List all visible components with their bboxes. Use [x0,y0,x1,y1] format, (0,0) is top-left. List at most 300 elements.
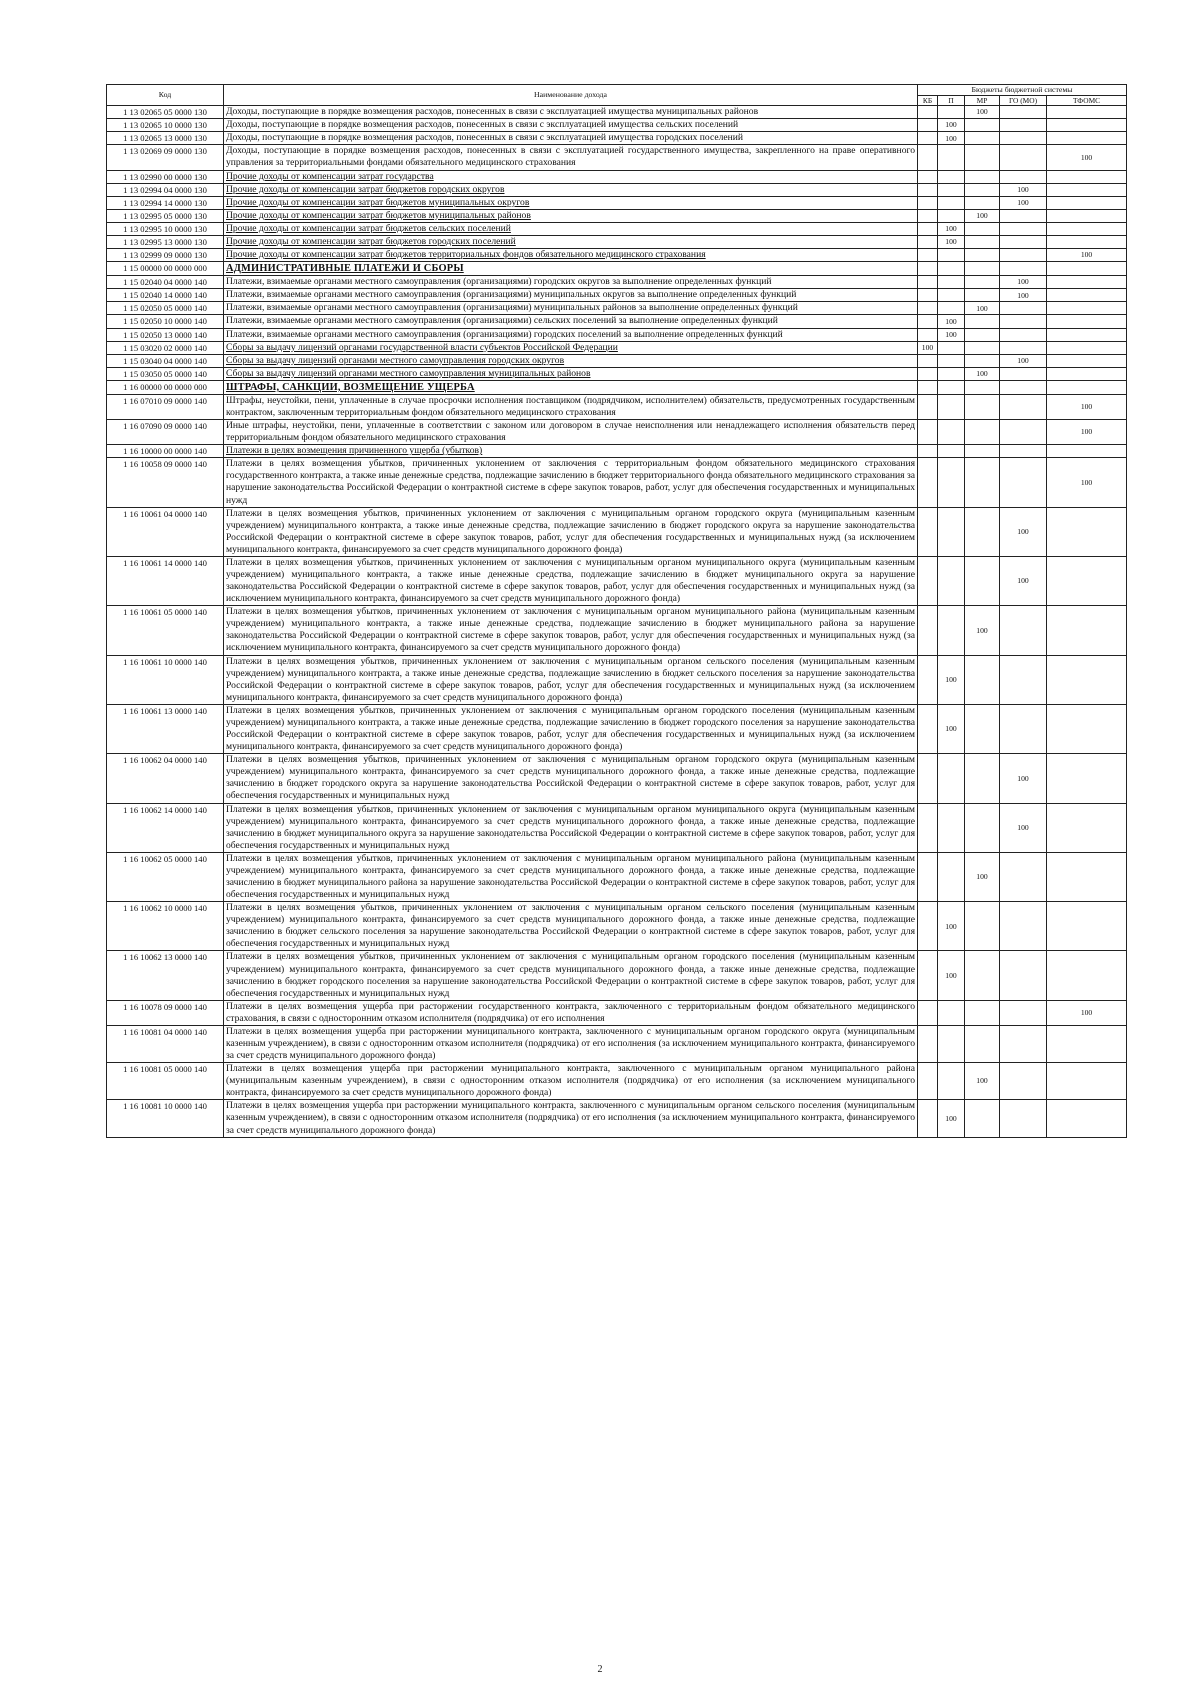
row-value-go [1000,170,1047,183]
table-body [107,106,1127,1137]
row-value-kb [918,1025,938,1062]
row-value-kb [918,902,938,951]
row-value-tfoms [1047,803,1127,852]
table-row [107,145,1127,170]
row-value-mr [965,328,1000,341]
row-value-kb [918,1100,938,1137]
row-value-p: 100 [938,1100,965,1137]
row-value-p [938,276,965,289]
row-value-kb [918,328,938,341]
row-name: Сборы за выдачу лицензий органами местного самоуправления муниципальных районов [224,367,918,380]
row-value-go: 100 [1000,803,1047,852]
row-value-go: 100 [1000,754,1047,803]
header-row-top [107,85,1127,96]
row-value-tfoms [1047,754,1127,803]
row-value-tfoms: 100 [1047,145,1127,170]
row-value-p: 100 [938,704,965,753]
table-row [107,196,1127,209]
row-value-p [938,458,965,507]
row-value-kb [918,106,938,119]
row-name: Платежи в целях возмещения убытков, причиненных уклонением от заключения с муниципальным органом муниципального округа (муниципальным казенным учреждением) муниципального контракта, а также иные денежные средства, подлежащие зачислению в бюджет муниципального округа за нарушение законодательства Российской Федерации о контрактной системе в сфере закупок товаров, работ, услуг для обеспечения государственных и муниципальных нужд (за исключением муниципального контракта, финансируемого за счет средств муниципального дорожного фонда) [224,556,918,605]
row-value-kb [918,249,938,262]
row-value-p [938,606,965,655]
row-value-go [1000,222,1047,235]
row-value-p [938,380,965,394]
row-code: 1 16 10061 13 0000 140 [107,704,224,753]
row-value-mr [965,145,1000,170]
row-code: 1 13 02994 14 0000 130 [107,196,224,209]
row-value-go [1000,1000,1047,1025]
table-row [107,222,1127,235]
row-value-p: 100 [938,655,965,704]
row-name: Платежи в целях возмещения ущерба при расторжении муниципального контракта, заключенного с муниципальным органом городского округа (муниципальным казенным учреждением), в связи с односторонним отказом исполнителя (подрядчика) от его исполнения (за исключением муниципального контракта, финансируемого за счет средств муниципального дорожного фонда) [224,1025,918,1062]
table-row [107,655,1127,704]
row-code: 1 15 02050 05 0000 140 [107,302,224,315]
table-row [107,902,1127,951]
table-row [107,606,1127,655]
row-value-tfoms [1047,315,1127,328]
row-code: 1 13 02065 13 0000 130 [107,132,224,145]
row-code: 1 16 10062 04 0000 140 [107,754,224,803]
table-row [107,367,1127,380]
row-value-go [1000,249,1047,262]
row-value-mr [965,951,1000,1000]
row-value-go: 100 [1000,183,1047,196]
row-name: Платежи в целях возмещения убытков, причиненных уклонением от заключения с территориальным фондом обязательного медицинского страхования государственного контракта, а также иные денежные средства, подлежащие зачислению в бюджет территориального фонда обязательного медицинского страхования за нарушение законодательства Российской Федерации о контрактной системе в сфере закупок товаров, работ, услуг для обеспечения государственных и муниципальных нужд [224,458,918,507]
row-value-p: 100 [938,235,965,248]
row-value-kb [918,1063,938,1100]
row-value-tfoms [1047,1100,1127,1137]
row-value-p [938,1063,965,1100]
table-row [107,704,1127,753]
row-value-kb [918,209,938,222]
row-value-mr: 100 [965,209,1000,222]
row-code: 1 16 10081 04 0000 140 [107,1025,224,1062]
row-code: 1 13 02995 10 0000 130 [107,222,224,235]
row-value-mr: 100 [965,606,1000,655]
row-value-go [1000,235,1047,248]
row-value-go: 100 [1000,289,1047,302]
row-name: АДМИНИСТРАТИВНЫЕ ПЛАТЕЖИ И СБОРЫ [224,262,918,276]
row-value-mr [965,119,1000,132]
row-code: 1 16 00000 00 0000 000 [107,380,224,394]
row-value-tfoms [1047,556,1127,605]
row-name: Прочие доходы от компенсации затрат бюджетов городских округов [224,183,918,196]
table-row [107,209,1127,222]
row-value-mr [965,1025,1000,1062]
row-value-mr [965,655,1000,704]
row-name: Платежи в целях возмещения убытков, причиненных уклонением от заключения с муниципальным органом городского округа (муниципальным казенным учреждением) муниципального контракта, а также иные денежные средства, подлежащие зачислению в бюджет городского округа за нарушение законодательства Российской Федерации о контрактной системе в сфере закупок товаров, работ, услуг для обеспечения государственных и муниципальных нужд (за исключением муниципального контракта, финансируемого за счет средств муниципального дорожного фонда) [224,507,918,556]
row-code: 1 16 10061 05 0000 140 [107,606,224,655]
table-row [107,951,1127,1000]
row-code: 1 13 02999 09 0000 130 [107,249,224,262]
row-name: Прочие доходы от компенсации затрат бюджетов городских поселений [224,235,918,248]
row-value-go [1000,951,1047,1000]
row-code: 1 13 02995 05 0000 130 [107,209,224,222]
row-value-p [938,507,965,556]
row-value-tfoms [1047,852,1127,901]
header-code: Код [107,85,224,106]
table-row [107,380,1127,394]
row-value-tfoms: 100 [1047,394,1127,419]
row-value-p: 100 [938,902,965,951]
row-code: 1 16 10000 00 0000 140 [107,445,224,458]
row-value-mr [965,458,1000,507]
header-col-mr: МР [965,95,1000,105]
table-row [107,315,1127,328]
header-col-go: ГО (МО) [1000,95,1047,105]
row-value-p [938,803,965,852]
row-value-p [938,420,965,445]
row-value-kb [918,394,938,419]
row-name: Сборы за выдачу лицензий органами местного самоуправления городских округов [224,354,918,367]
row-value-kb [918,507,938,556]
header-name: Наименование дохода [224,85,918,106]
row-code: 1 13 02990 00 0000 130 [107,170,224,183]
row-value-tfoms [1047,119,1127,132]
row-code: 1 15 00000 00 0000 000 [107,262,224,276]
table-row [107,302,1127,315]
row-name: Прочие доходы от компенсации затрат бюджетов сельских поселений [224,222,918,235]
row-value-kb [918,1000,938,1025]
row-code: 1 16 10062 13 0000 140 [107,951,224,1000]
row-name: Платежи в целях возмещения убытков, причиненных уклонением от заключения с муниципальным органом городского поселения (муниципальным казенным учреждением) муниципального контракта, финансируемого за счет средств муниципального дорожного фонда, а также иные денежные средства, подлежащие зачислению в бюджет городского поселения за нарушение законодательства Российской Федерации о контрактной системе в сфере закупок товаров, работ, услуг для обеспечения государственных и муниципальных нужд [224,951,918,1000]
row-value-tfoms: 100 [1047,1000,1127,1025]
row-code: 1 16 10061 04 0000 140 [107,507,224,556]
row-value-mr [965,1100,1000,1137]
row-value-mr [965,289,1000,302]
row-value-mr [965,249,1000,262]
row-value-tfoms [1047,183,1127,196]
row-value-p [938,852,965,901]
page-number: 2 [597,1664,603,1675]
row-value-kb [918,852,938,901]
row-value-kb [918,458,938,507]
row-code: 1 15 03050 05 0000 140 [107,367,224,380]
row-value-tfoms [1047,262,1127,276]
table-row [107,445,1127,458]
table-row [107,394,1127,419]
table-row [107,556,1127,605]
row-code: 1 16 10058 09 0000 140 [107,458,224,507]
row-value-go [1000,380,1047,394]
row-value-mr [965,704,1000,753]
table-row [107,262,1127,276]
row-value-tfoms [1047,445,1127,458]
row-code: 1 16 10081 10 0000 140 [107,1100,224,1137]
row-value-mr [965,262,1000,276]
row-value-kb [918,262,938,276]
row-value-mr [965,420,1000,445]
row-value-mr [965,394,1000,419]
row-name: Иные штрафы, неустойки, пени, уплаченные в соответствии с законом или договором в случае неисполнения или ненадлежащего исполнения обязательств перед территориальным фондом обязательного медицинского страхования [224,420,918,445]
row-name: Платежи в целях возмещения убытков, причиненных уклонением от заключения с муниципальным органом муниципального района (муниципальным казенным учреждением) муниципального контракта, а также иные денежные средства, подлежащие зачислению в бюджет муниципального района за нарушение законодательства Российской Федерации о контрактной системе в сфере закупок товаров, работ, услуг для обеспечения государственных и муниципальных нужд (за исключением муниципального контракта, финансируемого за счет средств муниципального дорожного фонда) [224,606,918,655]
row-value-p [938,145,965,170]
row-name: Платежи, взимаемые органами местного самоуправления (организациями) сельских поселений за выполнение определенных функций [224,315,918,328]
row-code: 1 16 10062 10 0000 140 [107,902,224,951]
row-value-go [1000,655,1047,704]
row-value-mr [965,902,1000,951]
row-value-tfoms: 100 [1047,420,1127,445]
row-value-go [1000,119,1047,132]
table-row [107,235,1127,248]
header-budgets: Бюджеты бюджетной системы [918,85,1127,96]
row-value-mr: 100 [965,367,1000,380]
row-value-mr [965,341,1000,354]
row-value-kb [918,276,938,289]
row-value-mr [965,276,1000,289]
row-value-tfoms [1047,902,1127,951]
row-code: 1 15 02050 10 0000 140 [107,315,224,328]
revenue-table-sheet [106,84,1126,1138]
row-code: 1 15 02040 04 0000 140 [107,276,224,289]
row-value-kb [918,704,938,753]
row-value-go [1000,1025,1047,1062]
row-value-go [1000,606,1047,655]
row-value-p: 100 [938,315,965,328]
row-value-mr [965,754,1000,803]
row-value-p [938,196,965,209]
row-value-kb [918,606,938,655]
row-value-go [1000,145,1047,170]
row-value-p [938,183,965,196]
row-value-p [938,445,965,458]
table-row [107,1100,1127,1137]
row-value-mr [965,354,1000,367]
row-value-kb [918,655,938,704]
table-row [107,249,1127,262]
row-value-tfoms: 100 [1047,458,1127,507]
row-name: Прочие доходы от компенсации затрат бюджетов муниципальных районов [224,209,918,222]
row-value-go: 100 [1000,556,1047,605]
row-name: Штрафы, неустойки, пени, уплаченные в случае просрочки исполнения поставщиком (подрядчиком, исполнителем) обязательств, предусмотренных государственным контрактом, заключенным территориальным фондом обязательного медицинского страхования [224,394,918,419]
row-value-mr: 100 [965,302,1000,315]
row-value-go [1000,1063,1047,1100]
row-value-mr [965,235,1000,248]
row-value-p [938,262,965,276]
row-value-mr [965,445,1000,458]
row-value-p [938,341,965,354]
row-code: 1 16 10061 14 0000 140 [107,556,224,605]
row-value-mr [965,556,1000,605]
row-value-go [1000,445,1047,458]
row-value-go: 100 [1000,276,1047,289]
row-value-p [938,302,965,315]
row-value-tfoms [1047,235,1127,248]
row-value-kb [918,289,938,302]
table-row [107,341,1127,354]
row-value-p [938,394,965,419]
row-code: 1 16 07090 09 0000 140 [107,420,224,445]
table-row [107,119,1127,132]
row-value-go [1000,132,1047,145]
table-row [107,458,1127,507]
row-value-p [938,1000,965,1025]
header-col-tfoms: ТФОМС [1047,95,1127,105]
row-code: 1 15 03040 04 0000 140 [107,354,224,367]
row-value-tfoms [1047,276,1127,289]
table-row [107,507,1127,556]
row-value-tfoms: 100 [1047,249,1127,262]
header-col-kb: КБ [918,95,938,105]
row-name: Платежи в целях возмещения убытков, причиненных уклонением от заключения с муниципальным органом городского поселения (муниципальным казенным учреждением) муниципального контракта, а также иные денежные средства, подлежащие зачислению в бюджет городского поселения за нарушение законодательства Российской Федерации о контрактной системе в сфере закупок товаров, работ, услуг для обеспечения государственных и муниципальных нужд (за исключением муниципального контракта, финансируемого за счет средств муниципального дорожного фонда) [224,704,918,753]
row-value-tfoms [1047,289,1127,302]
row-value-p: 100 [938,328,965,341]
row-value-p [938,354,965,367]
row-value-mr [965,803,1000,852]
row-value-tfoms [1047,380,1127,394]
row-value-kb [918,119,938,132]
row-value-go [1000,1100,1047,1137]
row-value-p [938,249,965,262]
row-name: ШТРАФЫ, САНКЦИИ, ВОЗМЕЩЕНИЕ УЩЕРБА [224,380,918,394]
row-code: 1 16 10062 14 0000 140 [107,803,224,852]
row-value-p: 100 [938,132,965,145]
row-value-p [938,289,965,302]
row-value-kb [918,235,938,248]
row-code: 1 13 02994 04 0000 130 [107,183,224,196]
row-value-go [1000,704,1047,753]
row-value-tfoms [1047,951,1127,1000]
row-value-kb [918,445,938,458]
table-row [107,852,1127,901]
row-value-tfoms [1047,196,1127,209]
row-value-mr [965,183,1000,196]
row-value-tfoms [1047,655,1127,704]
row-name: Платежи в целях возмещения убытков, причиненных уклонением от заключения с муниципальным органом городского округа (муниципальным казенным учреждением) муниципального контракта, финансируемого за счет средств муниципального дорожного фонда, а также иные денежные средства, подлежащие зачислению в бюджет городского округа за нарушение законодательства Российской Федерации о контрактной системе в сфере закупок товаров, работ, услуг для обеспечения государственных и муниципальных нужд [224,754,918,803]
revenue-classification-table [106,84,1127,1138]
table-row [107,276,1127,289]
row-value-kb [918,315,938,328]
row-value-kb [918,380,938,394]
row-value-kb [918,132,938,145]
row-value-p [938,106,965,119]
row-value-p [938,1025,965,1062]
row-name: Платежи в целях возмещения убытков, причиненных уклонением от заключения с муниципальным органом сельского поселения (муниципальным казенным учреждением) муниципального контракта, а также иные денежные средства, подлежащие зачислению в бюджет сельского поселения за нарушение законодательства Российской Федерации о контрактной системе в сфере закупок товаров, работ, услуг для обеспечения государственных и муниципальных нужд (за исключением муниципального контракта, финансируемого за счет средств муниципального дорожного фонда) [224,655,918,704]
row-name: Платежи, взимаемые органами местного самоуправления (организациями) муниципальных районов за выполнение определенных функций [224,302,918,315]
row-name: Прочие доходы от компенсации затрат государства [224,170,918,183]
row-code: 1 15 03020 02 0000 140 [107,341,224,354]
row-value-kb [918,803,938,852]
row-code: 1 13 02069 09 0000 130 [107,145,224,170]
table-row [107,328,1127,341]
row-value-mr [965,132,1000,145]
row-value-tfoms [1047,367,1127,380]
row-name: Доходы, поступающие в порядке возмещения расходов, понесенных в связи с эксплуатацией имущества городских поселений [224,132,918,145]
row-value-mr [965,380,1000,394]
row-value-kb [918,754,938,803]
row-value-mr [965,222,1000,235]
row-name: Платежи в целях возмещения убытков, причиненных уклонением от заключения с муниципальным органом муниципального округа (муниципальным казенным учреждением) муниципального контракта, финансируемого за счет средств муниципального дорожного фонда, а также иные денежные средства, подлежащие зачислению в бюджет муниципального округа за нарушение законодательства Российской Федерации о контрактной системе в сфере закупок товаров, работ, услуг для обеспечения государственных и муниципальных нужд [224,803,918,852]
table-row [107,1025,1127,1062]
row-value-kb [918,222,938,235]
row-value-mr [965,170,1000,183]
row-value-mr: 100 [965,852,1000,901]
row-name: Платежи в целях возмещения ущерба при расторжении муниципального контракта, заключенного с муниципальным органом сельского поселения (муниципальным казенным учреждением), в связи с односторонним отказом исполнителя (подрядчика) от его исполнения (за исключением муниципального контракта, финансируемого за счет средств муниципального дорожного фонда) [224,1100,918,1137]
row-value-mr [965,315,1000,328]
row-value-kb: 100 [918,341,938,354]
row-code: 1 15 02040 14 0000 140 [107,289,224,302]
row-value-tfoms [1047,222,1127,235]
table-row [107,1000,1127,1025]
row-value-mr [965,507,1000,556]
table-row [107,289,1127,302]
table-row [107,754,1127,803]
row-value-go [1000,902,1047,951]
row-value-p: 100 [938,951,965,1000]
row-value-go [1000,458,1047,507]
row-value-tfoms [1047,507,1127,556]
row-value-tfoms [1047,341,1127,354]
row-value-mr [965,196,1000,209]
row-value-kb [918,951,938,1000]
row-value-go [1000,852,1047,901]
table-row [107,354,1127,367]
row-name: Платежи в целях возмещения убытков, причиненных уклонением от заключения с муниципальным органом муниципального района (муниципальным казенным учреждением) муниципального контракта, финансируемого за счет средств муниципального дорожного фонда, а также иные денежные средства, подлежащие зачислению в бюджет муниципального района за нарушение законодательства Российской Федерации о контрактной системе в сфере закупок товаров, работ, услуг для обеспечения государственных и муниципальных нужд [224,852,918,901]
row-value-p [938,209,965,222]
row-value-tfoms [1047,1063,1127,1100]
row-name: Платежи, взимаемые органами местного самоуправления (организациями) муниципальных округов за выполнение определенных функций [224,289,918,302]
row-value-go [1000,328,1047,341]
row-name: Прочие доходы от компенсации затрат бюджетов территориальных фондов обязательного медицинского страхования [224,249,918,262]
row-value-kb [918,183,938,196]
row-value-kb [918,354,938,367]
row-name: Сборы за выдачу лицензий органами государственной власти субъектов Российской Федерации [224,341,918,354]
row-value-go [1000,367,1047,380]
row-value-mr [965,1000,1000,1025]
row-value-go [1000,302,1047,315]
row-value-tfoms [1047,106,1127,119]
row-value-tfoms [1047,606,1127,655]
row-value-tfoms [1047,1025,1127,1062]
row-value-go [1000,106,1047,119]
row-code: 1 16 10081 05 0000 140 [107,1063,224,1100]
row-name: Доходы, поступающие в порядке возмещения расходов, понесенных в связи с эксплуатацией государственного имущества, закрепленного на праве оперативного управления за территориальными фондами обязательного медицинского страхования [224,145,918,170]
row-code: 1 13 02995 13 0000 130 [107,235,224,248]
row-name: Платежи, взимаемые органами местного самоуправления (организациями) городских поселений за выполнение определенных функций [224,328,918,341]
header-col-p: П [938,95,965,105]
row-name: Платежи в целях возмещения ущерба при расторжении муниципального контракта, заключенного с муниципальным органом муниципального района (муниципальным казенным учреждением), в связи с односторонним отказом исполнителя (подрядчика) от его исполнения (за исключением муниципального контракта, финансируемого за счет средств муниципального дорожного фонда) [224,1063,918,1100]
table-row [107,1063,1127,1100]
row-name: Платежи в целях возмещения причиненного ущерба (убытков) [224,445,918,458]
table-row [107,420,1127,445]
row-name: Платежи в целях возмещения ущерба при расторжении государственного контракта, заключенного с территориальным фондом обязательного медицинского страхования, в связи с односторонним отказом исполнителя (подрядчика) от его исполнения [224,1000,918,1025]
row-value-go [1000,209,1047,222]
row-value-kb [918,367,938,380]
row-value-go: 100 [1000,507,1047,556]
row-value-kb [918,170,938,183]
row-value-go: 100 [1000,354,1047,367]
row-value-tfoms [1047,704,1127,753]
row-value-go [1000,394,1047,419]
row-value-p [938,367,965,380]
table-row [107,803,1127,852]
row-value-tfoms [1047,328,1127,341]
row-code: 1 16 10061 10 0000 140 [107,655,224,704]
row-value-go [1000,262,1047,276]
row-value-kb [918,145,938,170]
row-value-kb [918,196,938,209]
row-value-kb [918,556,938,605]
row-value-tfoms [1047,354,1127,367]
row-value-p: 100 [938,119,965,132]
table-row [107,183,1127,196]
row-name: Прочие доходы от компенсации затрат бюджетов муниципальных округов [224,196,918,209]
row-value-tfoms [1047,132,1127,145]
row-value-p [938,170,965,183]
row-code: 1 16 10078 09 0000 140 [107,1000,224,1025]
row-value-go [1000,341,1047,354]
